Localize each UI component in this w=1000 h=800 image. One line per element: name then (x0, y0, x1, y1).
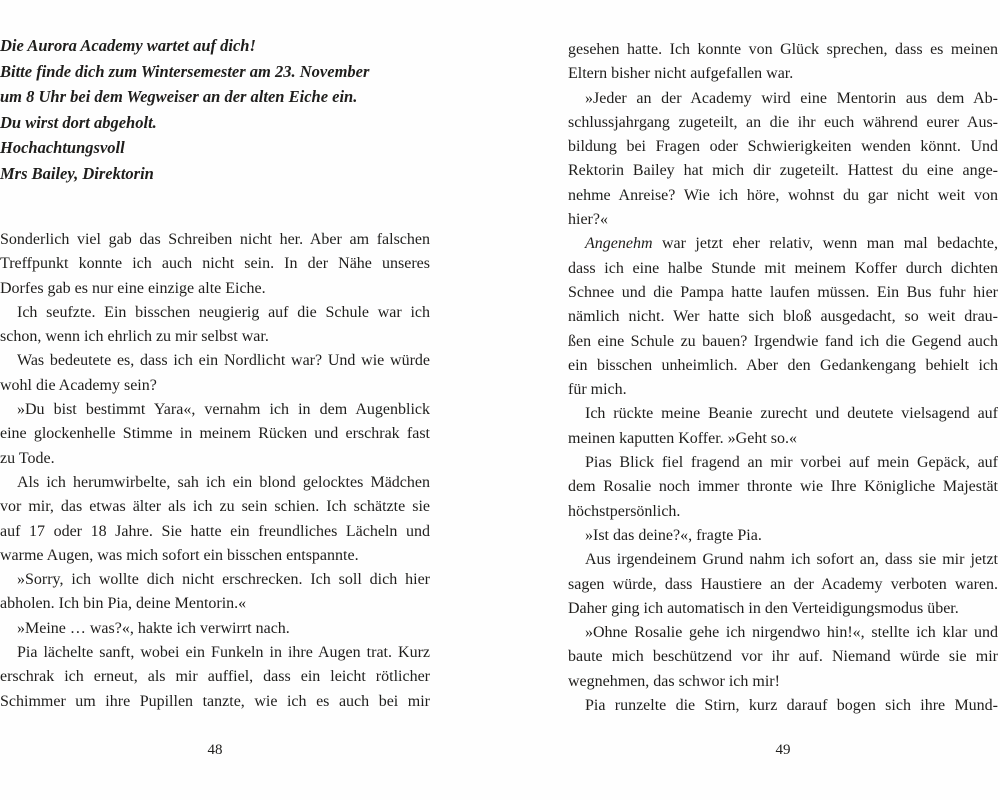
text-line: »Du bist bestimmt Yara«, vernahm ich in dem Augenblick (17, 401, 430, 419)
text-line: wegnehmen, das schwor ich mir! (568, 672, 780, 690)
text-line: eine glockenhelle Stimme in meinem Rücken und erschrak fast (0, 425, 430, 443)
text-line: meinen kaputten Koffer. »Geht so.« (568, 429, 797, 447)
text-line: auf 17 oder 18 Jahre. Sie hatte ein freundliches Lächeln und (0, 522, 430, 540)
text-line: für mich. (568, 381, 627, 399)
text-line: Angenehm war jetzt eher relativ, wenn man mal bedachte, (585, 235, 998, 253)
text-line: sagen würde, dass Haustiere an der Academy verboten waren. (568, 575, 998, 593)
text-line: abholen. Ich bin Pia, deine Mentorin.« (0, 595, 247, 613)
text-line: Was bedeutete es, dass ich ein Nordlicht war? Und wie würde (17, 352, 430, 370)
page-number-left: 48 (207, 742, 223, 758)
text-line: schlussjahrgang zugeteilt, an die ihr euch während eurer Aus- (568, 113, 998, 131)
text-line: Hochachtungsvoll (0, 138, 125, 157)
text-line: Pia runzelte die Stirn, kurz darauf bogen sich ihre Mund- (585, 697, 998, 715)
text-line: baute mich beschützend vor ihr auf. Niemand würde sie mir (568, 648, 998, 666)
text-line: dem Rosalie noch immer thronte wie Ihre Königliche Majestät (568, 478, 998, 496)
text-line: Bitte finde dich zum Wintersemester am 23. November (0, 61, 370, 81)
text-line: zu Tode. (0, 449, 55, 467)
text-line: warme Augen, was mich sofort ein bisschen entspannte. (0, 546, 359, 564)
text-line: wohl die Academy sein? (0, 376, 157, 394)
text-line: Du wirst dort abgeholt. (0, 112, 157, 132)
text-line: dass ich eine halbe Stunde mit meinem Koffer durch dichten (568, 259, 998, 277)
text-line: Die Aurora Academy wartet auf dich! (0, 36, 256, 55)
text-line: bildung bei Fragen oder Schwierigkeiten wenden könnt. Und (568, 138, 998, 156)
text-line: ßen eine Schule zu bauen? Irgendwie fand ich die Gegend auch (568, 332, 998, 350)
text-line: Treffpunkt konnte ich auch nicht sein. In der Nähe unseres (0, 255, 430, 273)
text-line: nehme Anreise? Wie ich höre, wohnst du gar nicht weit von (568, 186, 998, 204)
text-line: »Jeder an der Academy wird eine Mentorin aus dem Ab- (585, 89, 998, 107)
text-line: Sonderlich viel gab das Schreiben nicht her. Aber am falschen (0, 231, 430, 248)
text-line: Schimmer um ihre Pupillen tanzte, wie ich es auch bei mir (0, 692, 430, 710)
right-page-body-text (568, 38, 998, 718)
text-line: Ich rückte meine Beanie zurecht und deutete vielsagend auf (585, 405, 998, 423)
text-line: Ich seufzte. Ein bisschen neugierig auf die Schule war ich (17, 303, 430, 321)
text-line: Rektorin Bailey hat mich dir zugeteilt. Hattest du eine ange- (568, 162, 998, 180)
text-line: Schnee und die Pampa hatte laufen müssen. Ein Bus fuhr hier (568, 283, 998, 301)
left-page-body-text (0, 228, 430, 714)
text-line: Eltern bisher nicht aufgefallen war. (568, 65, 794, 83)
text-line: höchstpersönlich. (568, 502, 681, 520)
left-page (0, 0, 430, 800)
page-number-right: 49 (775, 742, 791, 758)
italic-word: Angenehm (585, 235, 653, 253)
text-line: Pia lächelte sanft, wobei ein Funkeln in ihre Augen trat. Kurz (17, 644, 430, 662)
text-line: Als ich herumwirbelte, sah ich ein blond gelocktes Mädchen (17, 473, 430, 491)
right-page (568, 0, 998, 800)
text-line: gesehen hatte. Ich konnte von Glück sprechen, dass es meinen (568, 41, 998, 58)
invitation-letter (0, 33, 430, 186)
text-line: hier?« (568, 211, 608, 229)
text-line: »Meine … was?«, hakte ich verwirrt nach. (17, 619, 290, 637)
text-line: Mrs Bailey, Direktorin (0, 163, 154, 183)
text-line: nämlich nicht. Wer hatte sich bloß ausgedacht, so weit drau- (568, 308, 998, 326)
text-line: schon, wenn ich ehrlich zu mir selbst war. (0, 328, 269, 346)
text-line: Daher ging ich automatisch in den Verteidigungsmodus über. (568, 599, 959, 617)
text-line: um 8 Uhr bei dem Wegweiser an der alten Eiche ein. (0, 87, 358, 106)
text-line: Dorfes gab es nur eine einzige alte Eiche. (0, 279, 266, 297)
text-line: »Sorry, ich wollte dich nicht erschrecken. Ich soll dich hier (17, 571, 430, 589)
text-line: erschrak ich erneut, als mir auffiel, dass ein leicht rötlicher (0, 668, 430, 686)
text-line: Pias Blick fiel fragend an mir vorbei auf mein Gepäck, auf (585, 454, 998, 472)
text-line: »Ist das deine?«, fragte Pia. (585, 526, 762, 544)
text-line: »Ohne Rosalie gehe ich nirgendwo hin!«, stellte ich klar und (585, 624, 998, 642)
text-line: Aus irgendeinem Grund nahm ich sofort an, dass sie mir jetzt (585, 551, 998, 569)
text-line: vor mir, das etwas älter als ich zu sein schien. Ich schätzte sie (0, 498, 430, 516)
text-line: ein bisschen unheimlich. Aber den Gedankengang behielt ich (568, 356, 998, 374)
